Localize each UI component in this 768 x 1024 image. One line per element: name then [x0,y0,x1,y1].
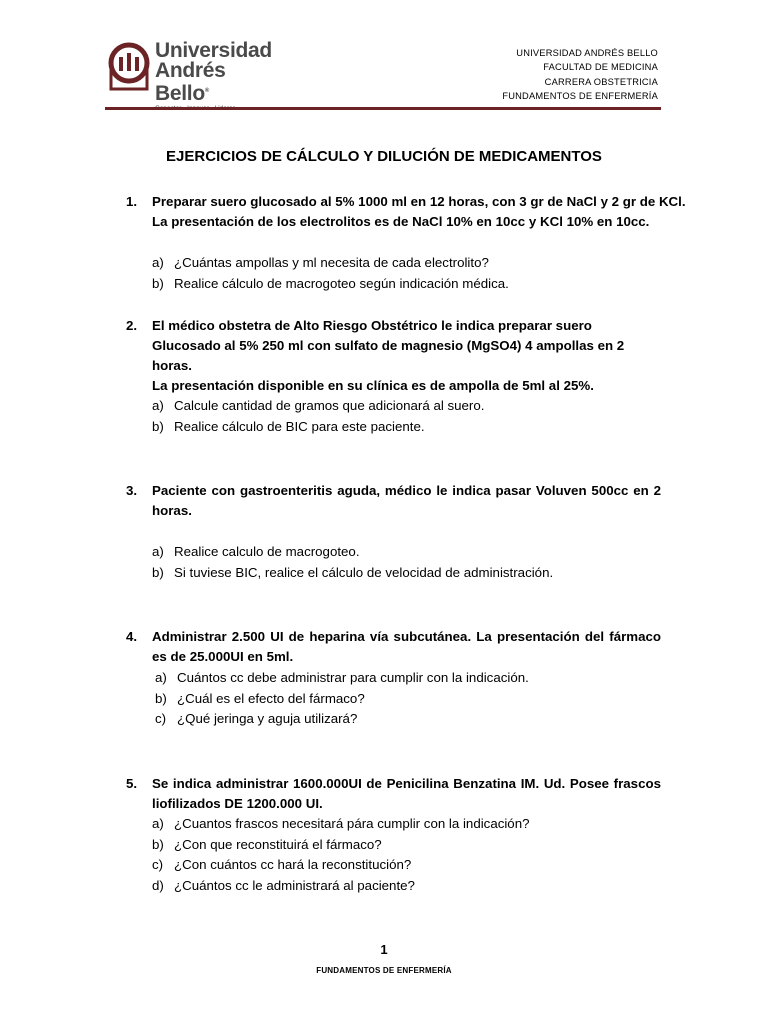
header-line-course: FUNDAMENTOS DE ENFERMERÍA [502,90,658,101]
header-divider [105,107,661,110]
question-1 [126,192,686,232]
header-line-faculty: FACULTAD DE MEDICINA [543,62,658,73]
question-number: 1. [126,194,138,209]
question-2 [126,316,661,396]
logo-line-1: Universidad [155,39,272,62]
list-item: c) ¿Con cuántos cc hará la reconstitución? [152,857,412,872]
question-3 [126,481,661,521]
page-number: 1 [380,942,388,957]
question-5 [126,774,661,814]
question-5-options [152,814,661,896]
list-item: a) Realice calculo de macrogoteo. [152,544,360,559]
question-text: El médico obstetra de Alto Riesgo Obstétrico le indica preparar suero Glucosado al 5% 250 ml con sulfato de magnesio (MgSO4) 4 ampollas en 2 horas. [152,318,625,373]
footer-text: FUNDAMENTOS DE ENFERMERÍA [316,966,452,975]
question-text: Paciente con gastroenteritis aguda, médico le indica pasar Voluven 500cc en 2 horas. [152,483,661,518]
question-4-options [155,668,664,730]
list-item: b) Si tuviese BIC, realice el cálculo de velocidad de administración. [152,564,554,580]
university-seal-icon [107,37,151,93]
list-item: b) ¿Con que reconstituirá el fármaco? [152,836,382,852]
list-item: b) ¿Cuál es el efecto del fármaco? [155,690,365,706]
question-number: 5. [126,776,138,791]
question-text-2: La presentación de los electrolitos es de NaCl 10% en 10cc y KCl 10% en 10cc. [152,214,650,229]
page-title: EJERCICIOS DE CÁLCULO Y DILUCIÓN DE MEDICAMENTOS [166,148,602,165]
university-logo [107,37,277,105]
question-text-2: La presentación disponible en su clínica es de ampolla de 5ml al 25%. [152,378,594,393]
list-item: a) ¿Cuántas ampollas y ml necesita de cada electrolito? [152,255,489,270]
list-item: b) Realice cálculo de BIC para este paciente. [152,418,425,434]
question-3-options [152,542,661,583]
logo-line-2: Andrés Bello® [155,59,226,105]
list-item: c) ¿Qué jeringa y aguja utilizará? [155,711,358,726]
question-number: 4. [126,629,138,644]
list-item: d) ¿Cuántos cc le administrará al paciente? [152,877,415,893]
header-line-university: UNIVERSIDAD ANDRÉS BELLO [516,48,658,58]
question-text: Se indica administrar 1600.000UI de Penicilina Benzatina IM. Ud. Posee frascos liofilizados DE 1200.000 UI. [152,776,661,811]
question-number: 3. [126,483,138,498]
list-item: a) Calcule cantidad de gramos que adicionará al suero. [152,398,485,413]
header-institution-block [502,46,658,103]
question-number: 2. [126,318,138,333]
question-1-options [152,253,661,294]
question-text: Administrar 2.500 UI de heparina vía subcutánea. La presentación del fármaco es de 25.000UI en 5ml. [152,629,661,664]
question-2-options [152,396,661,437]
list-item: a) ¿Cuantos frascos necesitará pára cumplir con la indicación? [152,816,530,831]
question-4 [126,627,661,667]
header-line-career: CARRERA OBSTETRICIA [544,76,658,87]
list-item: a) Cuántos cc debe administrar para cumplir con la indicación. [155,670,529,685]
question-text: Preparar suero glucosado al 5% 1000 ml en 12 horas, con 3 gr de NaCl y 2 gr de KCl. [152,194,686,209]
list-item: b) Realice cálculo de macrogoteo según indicación médica. [152,275,509,291]
